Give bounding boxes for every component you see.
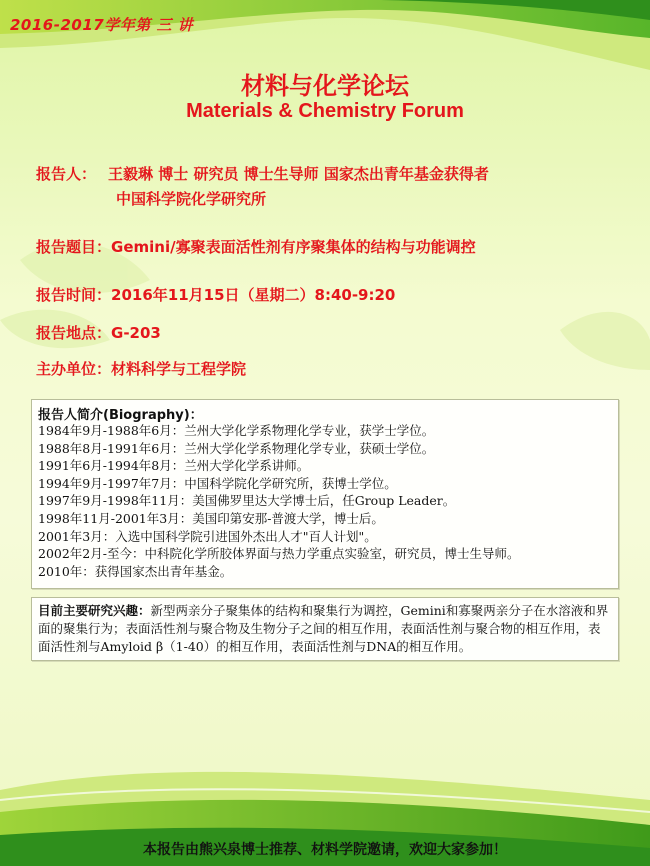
place-label: 报告地点：	[36, 324, 112, 342]
biography-line: 1994年9月-1997年7月：中国科学院化学研究所，获博士学位。	[38, 475, 397, 491]
forum-title-en: Materials & Chemistry Forum	[186, 100, 464, 122]
topic-value: Gemini/寡聚表面活性剂有序聚集体的结构与功能调控	[111, 238, 476, 256]
biography-heading: 报告人简介(Biography)：	[38, 408, 203, 423]
biography-line: 1998年11月-2001年3月：美国印第安那-普渡大学，博士后。	[38, 510, 384, 526]
host-row	[36, 358, 246, 379]
time-value: 2016年11月15日（星期二）8:40-9:20	[111, 286, 396, 304]
reporter-value: 王毅琳 博士 研究员 博士生导师 国家杰出青年基金获得者	[108, 165, 489, 183]
research-interest-paragraph	[38, 602, 612, 656]
biography-line: 2001年3月：入选中国科学院引进国外杰出人才"百人计划"。	[38, 528, 377, 544]
place-row	[36, 322, 161, 343]
biography-line: 2010年：获得国家杰出青年基金。	[38, 563, 233, 579]
time-row	[36, 284, 395, 305]
place-value: G-203	[111, 324, 161, 342]
research-interest-text: 新型两亲分子聚集体的结构和聚集行为调控，Gemini和寡聚两亲分子在水溶液和界面的聚集行为；表面活性剂与聚合物及生物分子之间的相互作用，表面活性剂与聚合物的相互作用，表面活性剂与Amyloid β（1-40）的相互作用，表面活性剂与DNA的相互作用。	[38, 603, 609, 654]
reporter-label: 报告人：	[36, 165, 97, 183]
time-label: 报告时间：	[36, 286, 112, 304]
host-value: 材料科学与工程学院	[111, 360, 247, 378]
biography-box	[31, 399, 619, 589]
session-label: 2016-2017学年第 三 讲	[10, 16, 194, 34]
reporter-row	[36, 163, 489, 184]
biography-line: 1984年9月-1988年6月：兰州大学化学系物理化学专业，获学士学位。	[38, 423, 435, 438]
biography-line: 1991年6月-1994年8月：兰州大学化学系讲师。	[38, 458, 310, 474]
biography-line: 1988年8月-1991年6月：兰州大学化学系物理化学专业，获硕士学位。	[38, 440, 435, 456]
biography-list	[38, 422, 520, 580]
biography-line: 2002年2月-至今：中科院化学所胶体界面与热力学重点实验室，研究员，博士生导师。	[38, 546, 520, 562]
footer-invitation: 本报告由熊兴泉博士推荐、材料学院邀请，欢迎大家参加！	[143, 842, 507, 858]
research-interest-box	[31, 597, 619, 661]
topic-label: 报告题目：	[36, 238, 112, 256]
forum-title-cn: 材料与化学论坛	[241, 72, 409, 100]
biography-line: 1997年9月-1998年11月：美国佛罗里达大学博士后，任Group Leader。	[38, 493, 456, 509]
topic-row	[36, 236, 476, 257]
reporter-affiliation: 中国科学院化学研究所	[116, 190, 267, 208]
host-label: 主办单位：	[36, 360, 112, 378]
research-interest-label: 目前主要研究兴趣：	[38, 603, 151, 618]
